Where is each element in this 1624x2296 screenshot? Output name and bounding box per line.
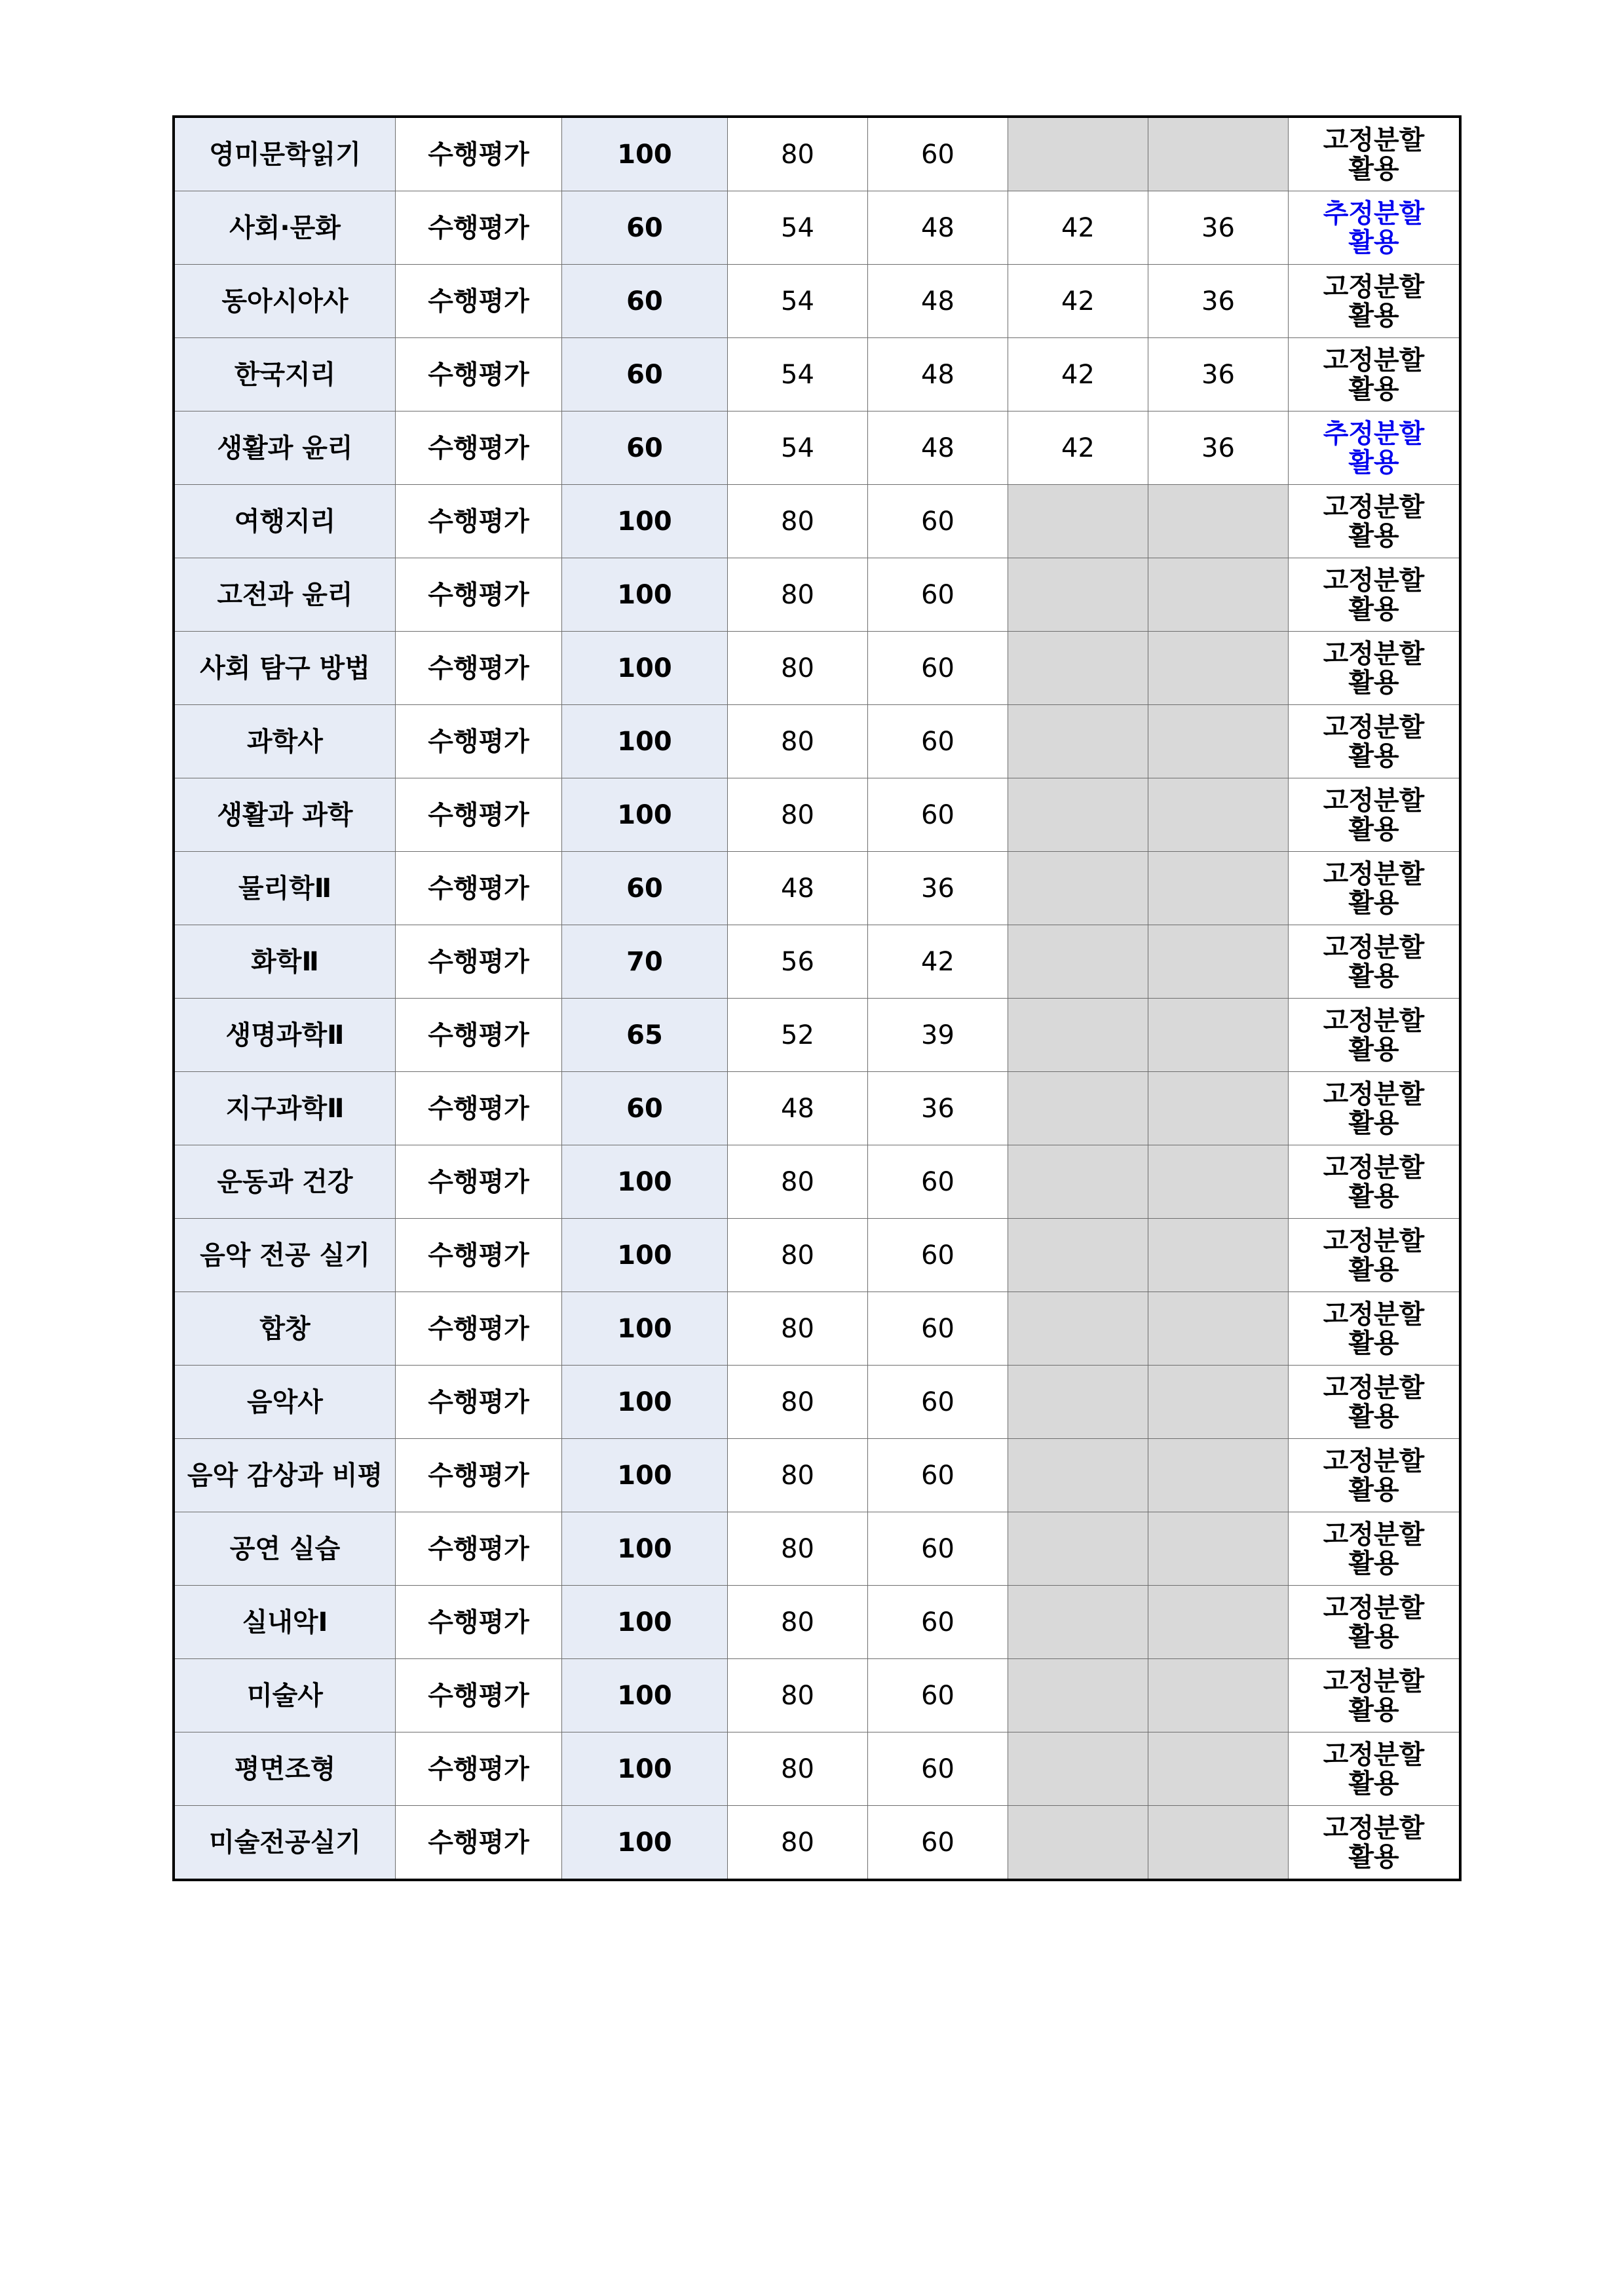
max-score-cell: 100	[562, 1512, 728, 1586]
score-cutoff-cell-1: 80	[728, 1219, 868, 1292]
max-score-cell: 100	[562, 1439, 728, 1512]
method-label-line1: 고정분할	[1323, 1592, 1425, 1623]
method-label-line1: 고정분할	[1323, 1445, 1425, 1476]
table-row	[174, 485, 1460, 558]
method-label-line2: 활용	[1348, 520, 1399, 551]
score-cutoff-cell-4	[1148, 1072, 1289, 1145]
score-cutoff-cell-3: 42	[1008, 191, 1148, 265]
method-label-line1: 추정분할	[1323, 198, 1425, 229]
subject-cell: 미술전공실기	[174, 1806, 396, 1881]
score-cutoff-cell-1: 80	[728, 1145, 868, 1219]
method-label-line1: 고정분할	[1323, 785, 1425, 816]
max-score-cell: 60	[562, 1072, 728, 1145]
score-cutoff-cell-3	[1008, 1512, 1148, 1586]
method-label-line1: 고정분할	[1323, 712, 1425, 742]
subject-cell: 생활과 윤리	[174, 411, 396, 485]
method-cell	[1289, 1072, 1461, 1145]
score-cutoff-cell-3: 42	[1008, 265, 1148, 338]
method-label-line1: 고정분할	[1323, 1225, 1425, 1256]
method-label-line2: 활용	[1348, 887, 1399, 918]
score-cutoff-cell-2: 36	[868, 1072, 1008, 1145]
score-cutoff-cell-4: 36	[1148, 265, 1289, 338]
score-cutoff-cell-4	[1148, 852, 1289, 925]
score-cutoff-cell-1: 80	[728, 1366, 868, 1439]
score-cutoff-cell-4	[1148, 925, 1289, 999]
subject-cell: 물리학Ⅱ	[174, 852, 396, 925]
table-row	[174, 632, 1460, 705]
max-score-cell: 60	[562, 191, 728, 265]
score-cutoff-cell-1: 80	[728, 705, 868, 778]
evaluation-type-cell: 수행평가	[396, 191, 562, 265]
score-cutoff-cell-2: 60	[868, 1292, 1008, 1366]
evaluation-type-cell: 수행평가	[396, 852, 562, 925]
score-cutoff-cell-3: 42	[1008, 338, 1148, 411]
subject-cell: 동아시아사	[174, 265, 396, 338]
max-score-cell: 100	[562, 778, 728, 852]
method-cell	[1289, 632, 1461, 705]
subject-cell: 실내악Ⅰ	[174, 1586, 396, 1659]
score-cutoff-cell-4	[1148, 632, 1289, 705]
score-cutoff-cell-1: 54	[728, 265, 868, 338]
score-cutoff-cell-4	[1148, 1439, 1289, 1512]
method-cell	[1289, 558, 1461, 632]
score-cutoff-cell-3	[1008, 1732, 1148, 1806]
score-cutoff-cell-2: 60	[868, 485, 1008, 558]
score-cutoff-cell-4	[1148, 1806, 1289, 1881]
max-score-cell: 100	[562, 1732, 728, 1806]
method-label-line1: 고정분할	[1323, 932, 1425, 963]
subject-cell: 사회 탐구 방법	[174, 632, 396, 705]
evaluation-type-cell: 수행평가	[396, 117, 562, 191]
score-cutoff-cell-2: 60	[868, 1512, 1008, 1586]
method-label-line1: 고정분할	[1323, 1519, 1425, 1550]
method-label-line2: 활용	[1348, 300, 1399, 331]
method-label-line1: 고정분할	[1323, 1372, 1425, 1403]
score-cutoff-cell-2: 60	[868, 1659, 1008, 1732]
score-cutoff-cell-4	[1148, 999, 1289, 1072]
evaluation-type-cell: 수행평가	[396, 1292, 562, 1366]
method-cell	[1289, 265, 1461, 338]
subject-cell: 음악 감상과 비평	[174, 1439, 396, 1512]
method-label-line2: 활용	[1348, 1474, 1399, 1505]
score-cutoff-cell-4	[1148, 1366, 1289, 1439]
table-body	[174, 117, 1460, 1880]
max-score-cell: 65	[562, 999, 728, 1072]
method-label-line2: 활용	[1348, 1034, 1399, 1065]
table-row	[174, 1145, 1460, 1219]
table-row	[174, 117, 1460, 191]
grade-distribution-table	[172, 115, 1462, 1881]
score-cutoff-cell-3	[1008, 778, 1148, 852]
max-score-cell: 100	[562, 1145, 728, 1219]
score-cutoff-cell-2: 60	[868, 778, 1008, 852]
score-cutoff-cell-1: 80	[728, 1586, 868, 1659]
method-label-line1: 고정분할	[1323, 1739, 1425, 1770]
max-score-cell: 100	[562, 1806, 728, 1881]
score-cutoff-cell-2: 39	[868, 999, 1008, 1072]
method-cell	[1289, 338, 1461, 411]
evaluation-type-cell: 수행평가	[396, 411, 562, 485]
score-cutoff-cell-4	[1148, 1512, 1289, 1586]
score-cutoff-cell-4	[1148, 1659, 1289, 1732]
score-cutoff-cell-4	[1148, 1292, 1289, 1366]
table-row	[174, 1512, 1460, 1586]
table-row	[174, 999, 1460, 1072]
score-cutoff-cell-1: 54	[728, 338, 868, 411]
score-cutoff-cell-3	[1008, 558, 1148, 632]
max-score-cell: 60	[562, 852, 728, 925]
table-row	[174, 705, 1460, 778]
method-cell	[1289, 705, 1461, 778]
method-label-line2: 활용	[1348, 1107, 1399, 1138]
method-cell	[1289, 485, 1461, 558]
score-cutoff-cell-2: 36	[868, 852, 1008, 925]
method-label-line1: 고정분할	[1323, 345, 1425, 375]
table-row	[174, 852, 1460, 925]
table-row	[174, 1292, 1460, 1366]
table-row	[174, 191, 1460, 265]
table-row	[174, 1732, 1460, 1806]
score-cutoff-cell-4	[1148, 117, 1289, 191]
max-score-cell: 70	[562, 925, 728, 999]
score-cutoff-cell-2: 42	[868, 925, 1008, 999]
table-row	[174, 925, 1460, 999]
score-cutoff-cell-3	[1008, 632, 1148, 705]
score-cutoff-cell-3	[1008, 1806, 1148, 1881]
score-cutoff-cell-1: 80	[728, 1732, 868, 1806]
method-label-line2: 활용	[1348, 740, 1399, 771]
method-cell	[1289, 999, 1461, 1072]
method-label-line1: 고정분할	[1323, 1666, 1425, 1696]
subject-cell: 운동과 건강	[174, 1145, 396, 1219]
evaluation-type-cell: 수행평가	[396, 999, 562, 1072]
subject-cell: 합창	[174, 1292, 396, 1366]
method-cell	[1289, 1659, 1461, 1732]
score-cutoff-cell-2: 60	[868, 1586, 1008, 1659]
table-row	[174, 1072, 1460, 1145]
score-cutoff-cell-3	[1008, 1366, 1148, 1439]
table-row	[174, 1439, 1460, 1512]
max-score-cell: 100	[562, 485, 728, 558]
table-row	[174, 558, 1460, 632]
max-score-cell: 60	[562, 411, 728, 485]
score-cutoff-cell-4	[1148, 705, 1289, 778]
evaluation-type-cell: 수행평가	[396, 1072, 562, 1145]
method-label-line1: 고정분할	[1323, 1005, 1425, 1036]
method-label-line2: 활용	[1348, 667, 1399, 698]
method-label-line1: 고정분할	[1323, 491, 1425, 522]
score-cutoff-cell-2: 60	[868, 1219, 1008, 1292]
table-row	[174, 1366, 1460, 1439]
table-row	[174, 1586, 1460, 1659]
score-cutoff-cell-2: 48	[868, 265, 1008, 338]
method-label-line2: 활용	[1348, 1328, 1399, 1358]
subject-cell: 여행지리	[174, 485, 396, 558]
max-score-cell: 100	[562, 1586, 728, 1659]
method-cell	[1289, 1512, 1461, 1586]
method-label-line2: 활용	[1348, 1768, 1399, 1799]
score-cutoff-cell-4	[1148, 1586, 1289, 1659]
evaluation-type-cell: 수행평가	[396, 1512, 562, 1586]
subject-cell: 영미문학읽기	[174, 117, 396, 191]
score-cutoff-cell-2: 60	[868, 1806, 1008, 1881]
method-cell	[1289, 1732, 1461, 1806]
method-label-line2: 활용	[1348, 1181, 1399, 1212]
method-cell	[1289, 117, 1461, 191]
evaluation-type-cell: 수행평가	[396, 265, 562, 338]
evaluation-type-cell: 수행평가	[396, 1806, 562, 1881]
score-cutoff-cell-3	[1008, 1586, 1148, 1659]
subject-cell: 과학사	[174, 705, 396, 778]
method-cell	[1289, 1219, 1461, 1292]
score-cutoff-cell-3	[1008, 999, 1148, 1072]
subject-cell: 한국지리	[174, 338, 396, 411]
method-label-line2: 활용	[1348, 1694, 1399, 1725]
evaluation-type-cell: 수행평가	[396, 1219, 562, 1292]
method-label-line1: 고정분할	[1323, 565, 1425, 596]
method-label-line2: 활용	[1348, 1548, 1399, 1578]
evaluation-type-cell: 수행평가	[396, 485, 562, 558]
score-cutoff-cell-4: 36	[1148, 191, 1289, 265]
score-cutoff-cell-1: 52	[728, 999, 868, 1072]
method-cell	[1289, 191, 1461, 265]
score-cutoff-cell-2: 48	[868, 191, 1008, 265]
score-cutoff-cell-1: 80	[728, 1439, 868, 1512]
score-cutoff-cell-1: 80	[728, 1512, 868, 1586]
method-label-line2: 활용	[1348, 227, 1399, 258]
table-row	[174, 1806, 1460, 1881]
method-cell	[1289, 1366, 1461, 1439]
method-label-line1: 고정분할	[1323, 124, 1425, 155]
evaluation-type-cell: 수행평가	[396, 1732, 562, 1806]
score-cutoff-cell-3	[1008, 1072, 1148, 1145]
score-cutoff-cell-1: 48	[728, 1072, 868, 1145]
subject-cell: 미술사	[174, 1659, 396, 1732]
score-cutoff-cell-4	[1148, 1219, 1289, 1292]
score-cutoff-cell-4	[1148, 1145, 1289, 1219]
max-score-cell: 100	[562, 1366, 728, 1439]
score-cutoff-cell-3	[1008, 1439, 1148, 1512]
method-cell	[1289, 1439, 1461, 1512]
method-label-line1: 고정분할	[1323, 271, 1425, 302]
score-cutoff-cell-1: 80	[728, 485, 868, 558]
score-cutoff-cell-3	[1008, 1659, 1148, 1732]
score-cutoff-cell-1: 80	[728, 778, 868, 852]
method-label-line2: 활용	[1348, 153, 1399, 184]
score-cutoff-cell-3	[1008, 1219, 1148, 1292]
score-cutoff-cell-2: 48	[868, 338, 1008, 411]
method-label-line2: 활용	[1348, 373, 1399, 404]
table-row	[174, 1659, 1460, 1732]
max-score-cell: 60	[562, 338, 728, 411]
score-cutoff-cell-1: 54	[728, 411, 868, 485]
score-cutoff-cell-1: 80	[728, 632, 868, 705]
method-label-line2: 활용	[1348, 1841, 1399, 1872]
max-score-cell: 100	[562, 1292, 728, 1366]
subject-cell: 고전과 윤리	[174, 558, 396, 632]
score-cutoff-cell-3	[1008, 705, 1148, 778]
score-cutoff-cell-2: 60	[868, 1366, 1008, 1439]
score-cutoff-cell-2: 60	[868, 117, 1008, 191]
method-label-line2: 활용	[1348, 447, 1399, 478]
evaluation-type-cell: 수행평가	[396, 925, 562, 999]
score-cutoff-cell-3	[1008, 1292, 1148, 1366]
score-cutoff-cell-3	[1008, 925, 1148, 999]
max-score-cell: 100	[562, 705, 728, 778]
method-label-line1: 고정분할	[1323, 858, 1425, 889]
table-row	[174, 338, 1460, 411]
method-label-line1: 추정분할	[1323, 418, 1425, 449]
subject-cell: 공연 실습	[174, 1512, 396, 1586]
method-label-line2: 활용	[1348, 594, 1399, 624]
score-cutoff-cell-4	[1148, 485, 1289, 558]
subject-cell: 사회·문화	[174, 191, 396, 265]
score-cutoff-cell-2: 60	[868, 632, 1008, 705]
method-label-line2: 활용	[1348, 1621, 1399, 1652]
score-cutoff-cell-2: 48	[868, 411, 1008, 485]
evaluation-type-cell: 수행평가	[396, 705, 562, 778]
method-cell	[1289, 1145, 1461, 1219]
evaluation-type-cell: 수행평가	[396, 1659, 562, 1732]
method-label-line1: 고정분할	[1323, 1079, 1425, 1109]
method-label-line1: 고정분할	[1323, 638, 1425, 669]
method-label-line2: 활용	[1348, 1401, 1399, 1432]
evaluation-type-cell: 수행평가	[396, 632, 562, 705]
method-cell	[1289, 411, 1461, 485]
score-cutoff-cell-2: 60	[868, 1439, 1008, 1512]
score-cutoff-cell-3: 42	[1008, 411, 1148, 485]
subject-cell: 생활과 과학	[174, 778, 396, 852]
subject-cell: 화학Ⅱ	[174, 925, 396, 999]
max-score-cell: 100	[562, 117, 728, 191]
score-cutoff-cell-1: 80	[728, 1806, 868, 1881]
score-cutoff-cell-4	[1148, 1732, 1289, 1806]
score-cutoff-cell-1: 48	[728, 852, 868, 925]
score-cutoff-cell-2: 60	[868, 1145, 1008, 1219]
method-cell	[1289, 925, 1461, 999]
max-score-cell: 60	[562, 265, 728, 338]
evaluation-type-cell: 수행평가	[396, 1439, 562, 1512]
method-label-line1: 고정분할	[1323, 1152, 1425, 1183]
method-label-line1: 고정분할	[1323, 1812, 1425, 1843]
max-score-cell: 100	[562, 558, 728, 632]
subject-cell: 음악사	[174, 1366, 396, 1439]
score-cutoff-cell-4	[1148, 778, 1289, 852]
subject-cell: 음악 전공 실기	[174, 1219, 396, 1292]
score-cutoff-cell-4	[1148, 558, 1289, 632]
method-cell	[1289, 1292, 1461, 1366]
score-cutoff-cell-3	[1008, 485, 1148, 558]
score-cutoff-cell-4: 36	[1148, 411, 1289, 485]
method-cell	[1289, 778, 1461, 852]
max-score-cell: 100	[562, 1659, 728, 1732]
score-cutoff-cell-3	[1008, 852, 1148, 925]
score-cutoff-cell-2: 60	[868, 558, 1008, 632]
method-cell	[1289, 1586, 1461, 1659]
method-label-line2: 활용	[1348, 814, 1399, 845]
method-label-line2: 활용	[1348, 1254, 1399, 1285]
score-cutoff-cell-3	[1008, 117, 1148, 191]
subject-cell: 생명과학Ⅱ	[174, 999, 396, 1072]
score-cutoff-cell-3	[1008, 1145, 1148, 1219]
evaluation-type-cell: 수행평가	[396, 778, 562, 852]
evaluation-type-cell: 수행평가	[396, 1586, 562, 1659]
table-row	[174, 1219, 1460, 1292]
subject-cell: 지구과학Ⅱ	[174, 1072, 396, 1145]
evaluation-type-cell: 수행평가	[396, 558, 562, 632]
method-cell	[1289, 1806, 1461, 1881]
evaluation-type-cell: 수행평가	[396, 1145, 562, 1219]
table-row	[174, 778, 1460, 852]
max-score-cell: 100	[562, 632, 728, 705]
table-row	[174, 265, 1460, 338]
score-cutoff-cell-1: 80	[728, 1659, 868, 1732]
score-cutoff-cell-4: 36	[1148, 338, 1289, 411]
score-cutoff-cell-2: 60	[868, 705, 1008, 778]
score-cutoff-cell-1: 80	[728, 558, 868, 632]
method-cell	[1289, 852, 1461, 925]
table-row	[174, 411, 1460, 485]
evaluation-type-cell: 수행평가	[396, 1366, 562, 1439]
score-cutoff-cell-1: 54	[728, 191, 868, 265]
max-score-cell: 100	[562, 1219, 728, 1292]
method-label-line1: 고정분할	[1323, 1299, 1425, 1330]
score-cutoff-cell-1: 80	[728, 117, 868, 191]
evaluation-type-cell: 수행평가	[396, 338, 562, 411]
score-cutoff-cell-2: 60	[868, 1732, 1008, 1806]
method-label-line2: 활용	[1348, 961, 1399, 991]
score-cutoff-cell-1: 80	[728, 1292, 868, 1366]
subject-cell: 평면조형	[174, 1732, 396, 1806]
score-cutoff-cell-1: 56	[728, 925, 868, 999]
